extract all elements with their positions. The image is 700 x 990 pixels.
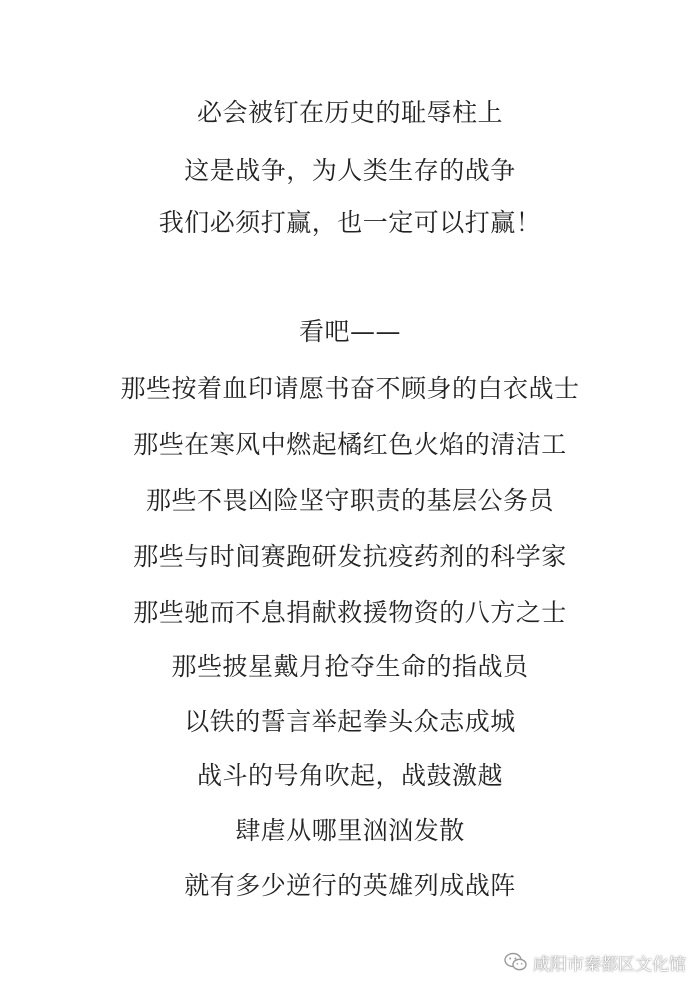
poem-line: 以铁的誓言举起拳头众志成城 [184, 707, 516, 736]
poem-line: 这是战争，为人类生存的战争 [184, 156, 516, 185]
watermark [504, 948, 686, 976]
poem-line: 必会被钉在历史的耻辱柱上 [196, 98, 503, 127]
poem-line: 那些与时间赛跑研发抗疫药剂的科学家 [133, 542, 567, 571]
poem-line: 就有多少逆行的英雄列成战阵 [184, 871, 516, 900]
poem-line: 那些按着血印请愿书奋不顾身的白衣战士 [120, 374, 580, 403]
poem-line: 那些在寒风中燃起橘红色火焰的清洁工 [133, 430, 567, 459]
poem-line: 那些披星戴月抢夺生命的指战员 [171, 652, 529, 681]
poem-line: 看吧—— [298, 317, 401, 346]
poem-line: 肆虐从哪里汹汹发散 [235, 816, 465, 845]
poem-line: 战斗的号角吹起，战鼓激越 [196, 761, 503, 790]
poem-line: 我们必须打赢，也一定可以打赢！ [158, 208, 542, 237]
poem-line: 那些不畏凶险坚守职责的基层公务员 [145, 486, 554, 515]
watermark-text: 咸阳市秦都区文化馆 [533, 954, 686, 975]
wechat-icon [504, 952, 528, 972]
poem-line: 那些驰而不息捐献救援物资的八方之士 [133, 598, 567, 627]
